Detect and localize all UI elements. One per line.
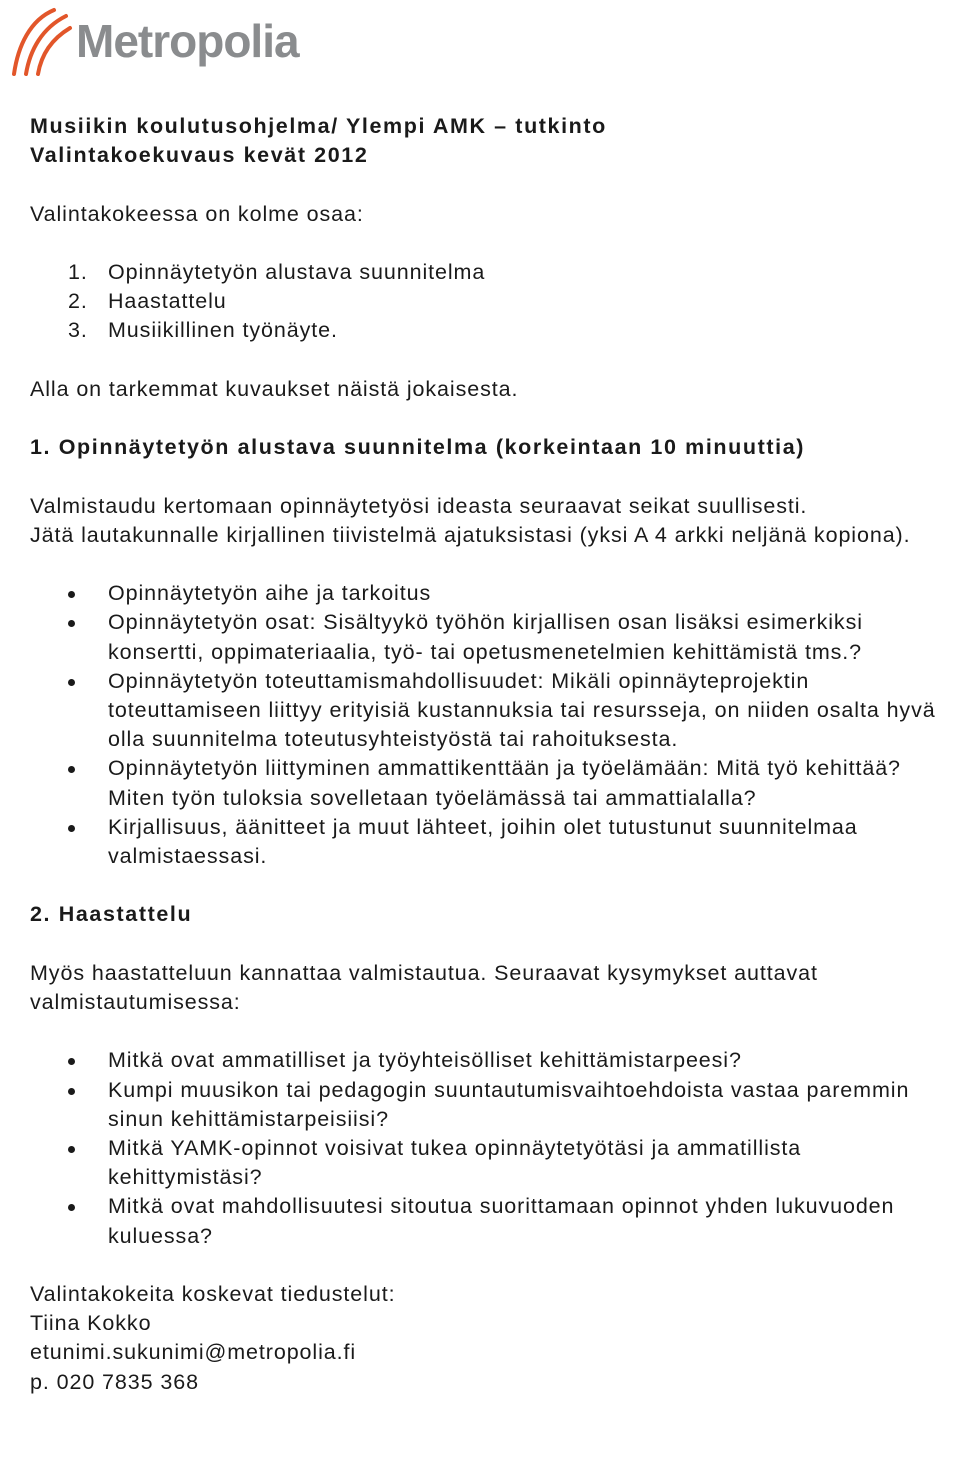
contact-name: Tiina Kokko <box>30 1311 152 1336</box>
bullet-icon <box>68 825 75 832</box>
section1-title: 1. Opinnäytetyön alustava suunnitelma (korkeintaan 10 minuuttia) <box>30 435 806 460</box>
bullet-icon <box>68 766 75 773</box>
list-item <box>30 1046 958 1075</box>
bullet-icon <box>68 1204 75 1211</box>
list-item-text: Opinnäytetyön osat: Sisältyykö työhön kirjallisen osan lisäksi esimerkiksi konsertti, oppimateriaalia, työ- tai opetusmenetelmien kehittämistä tms.? <box>108 610 863 664</box>
logo-wordmark: Metropolia <box>76 15 299 67</box>
list-number: 3. <box>68 318 88 343</box>
list-item <box>30 287 958 316</box>
list-item <box>30 667 958 755</box>
list-item-text: Mitkä YAMK-opinnot voisivat tukea opinnäytetyötäsi ja ammatillista kehittymistäsi? <box>108 1135 802 1190</box>
section1-para1: Valmistaudu kertomaan opinnäytetyösi ideasta seuraavat seikat suullisesti. <box>30 493 808 518</box>
list-item-text: Opinnäytetyön alustava suunnitelma <box>108 259 486 284</box>
list-item-text: Mitkä ovat mahdollisuutesi sitoutua suorittamaan opinnot yhden lukuvuoden kuluessa? <box>108 1194 895 1248</box>
bullet-icon <box>68 1088 75 1095</box>
list-item-text: Musiikillinen työnäyte. <box>108 318 338 343</box>
contact-label: Valintakokeita koskevat tiedustelut: <box>30 1281 396 1306</box>
list-item-text: Kirjallisuus, äänitteet ja muut lähteet, joihin olet tutustunut suunnitelmaa valmistaessasi. <box>108 814 858 868</box>
bullet-icon <box>68 1146 75 1153</box>
parts-list <box>30 258 958 346</box>
list-number: 1. <box>68 259 88 284</box>
heading-line2: Valintakoekuvaus kevät 2012 <box>30 143 369 168</box>
list-number: 2. <box>68 289 88 314</box>
list-item <box>30 316 958 345</box>
list-item-text: Opinnäytetyön liittyminen ammattikenttään ja työelämään: Mitä työ kehittää? Miten työn tuloksia sovelletaan työelämässä tai ammattialalla? <box>108 756 901 810</box>
section2-title: 2. Haastattelu <box>30 902 193 927</box>
list-item-text: Mitkä ovat ammatilliset ja työyhteisölliset kehittämistarpeesi? <box>108 1048 742 1073</box>
list-item-text: Kumpi muusikon tai pedagogin suuntautumisvaihtoehdoista vastaa paremmin sinun kehittämistarpeisiisi? <box>108 1077 910 1131</box>
list-item-text: Opinnäytetyön toteuttamismahdollisuudet: Mikäli opinnäyteprojektin toteuttamiseen liittyy erityisiä kustannuksia tai resursseja, on niiden osalta hyvä olla suunnitelma toteutusyhteistyöstä tai rahoituksesta. <box>108 668 936 752</box>
list-item-text: Haastattelu <box>108 289 227 314</box>
bullet-icon <box>68 591 75 598</box>
bullet-icon <box>68 679 75 686</box>
details-intro: Alla on tarkemmat kuvaukset näistä jokaisesta. <box>30 376 519 401</box>
metropolia-logo <box>8 6 328 78</box>
section2-bullets <box>30 1046 958 1250</box>
intro-text: Valintakokeessa on kolme osaa: <box>30 201 364 226</box>
list-item <box>30 1134 958 1192</box>
section2-para: Myös haastatteluun kannattaa valmistautua. Seuraavat kysymykset auttavat valmistautumisessa: <box>30 960 818 1014</box>
list-item <box>30 258 958 287</box>
bullet-icon <box>68 620 75 627</box>
section1-bullets <box>30 579 958 871</box>
list-item <box>30 608 958 666</box>
bullet-icon <box>68 1058 75 1065</box>
heading-line1: Musiikin koulutusohjelma/ Ylempi AMK – tutkinto <box>30 114 607 138</box>
document-body <box>30 112 958 1397</box>
list-item <box>30 813 958 871</box>
list-item <box>30 1192 958 1250</box>
list-item-text: Opinnäytetyön aihe ja tarkoitus <box>108 581 432 606</box>
contact-email[interactable]: etunimi.sukunimi@metropolia.fi <box>30 1340 357 1365</box>
list-item <box>30 579 958 608</box>
section1-para2: Jätä lautakunnalle kirjallinen tiivistelmä ajatuksistasi (yksi A 4 arkki neljänä kopiona). <box>30 522 911 547</box>
metropolia-logo-mark <box>8 6 74 78</box>
list-item <box>30 754 958 812</box>
list-item <box>30 1076 958 1134</box>
contact-phone: p. 020 7835 368 <box>30 1369 199 1394</box>
